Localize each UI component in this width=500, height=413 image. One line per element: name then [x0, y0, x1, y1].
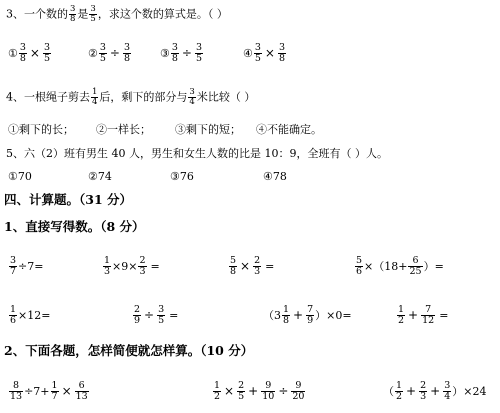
- q4-fraction-1: $\frac{1}{4}$: [92, 87, 98, 107]
- direct-r2-e4: $\frac{1}{2}$ + $\frac{7}{12}$ =: [398, 304, 449, 326]
- q3-option-4: ④ $\frac{3}{5}$ × $\frac{3}{8}$: [243, 42, 286, 64]
- direct-r2-e1: $\frac{1}{6}$ ×12=: [10, 304, 51, 326]
- question-3: [6, 5, 228, 23]
- q5-option-2: ②74: [88, 170, 112, 183]
- question-4: 4、一根绳子剪去 $\frac{1}{4}$ 后，剩下的部分与 $\frac{3}{4}$ 米比较（ ）: [6, 87, 256, 107]
- q3-prefix: 3、一个数的: [6, 7, 68, 21]
- q3-fraction-2: $\frac{3}{5}$: [90, 4, 96, 24]
- direct-r1-e3: $\frac{5}{8}$ × $\frac{2}{3}$ =: [230, 255, 275, 277]
- simplify-e2: $\frac{1}{2}$ × $\frac{2}{5}$ + $\frac{9}{10}$ ÷ $\frac{9}{20}$: [214, 380, 305, 402]
- q5-option-1: ①70: [8, 170, 32, 183]
- q5-option-3: ③76: [170, 170, 194, 183]
- q5-option-4: ④78: [263, 170, 287, 183]
- q4-fraction-2: $\frac{3}{4}$: [189, 87, 195, 107]
- q4-option-1: ①剩下的长；: [8, 123, 74, 136]
- simplify-e3: （ $\frac{1}{2}$ + $\frac{2}{3}$ + $\frac{3}{4}$ ）×24: [383, 380, 487, 402]
- q3-option-1: ① $\frac{3}{8}$ × $\frac{3}{5}$: [8, 42, 51, 64]
- q3-option-3: ③ $\frac{3}{8}$ ÷ $\frac{3}{5}$: [160, 42, 203, 64]
- q4-option-4: ④不能确定。: [256, 123, 322, 136]
- part-2-title: 2、下面各题，怎样简便就怎样算。（10 分）: [4, 343, 254, 358]
- direct-r2-e3: （3 $\frac{1}{8}$ + $\frac{7}{9}$ ）×0=: [263, 304, 352, 326]
- q4-option-2: ②一样长；: [96, 123, 151, 136]
- q3-fraction-1: $\frac{3}{8}$: [70, 4, 76, 24]
- direct-r1-e1: $\frac{3}{7}$ ÷7=: [10, 255, 44, 277]
- direct-r2-e2: $\frac{2}{9}$ ÷ $\frac{3}{5}$ =: [134, 304, 179, 326]
- direct-r1-e4: $\frac{5}{6}$ ×（18+ $\frac{6}{25}$ ）=: [356, 255, 444, 277]
- direct-r1-e2: $\frac{1}{3}$ ×9× $\frac{2}{3}$ =: [104, 255, 160, 277]
- part-1-title: 1、直接写得数。（8 分）: [4, 219, 145, 234]
- question-5: 5、六（2）班有男生 40 人，男生和女生人数的比是 10：9，全班有（ ）人。: [6, 147, 388, 160]
- q3-mid: 是: [77, 7, 89, 21]
- simplify-e1: $\frac{8}{13}$ ÷7+ $\frac{1}{7}$ × $\frac{6}{13}$: [10, 380, 88, 402]
- q3-option-2: ② $\frac{3}{5}$ ÷ $\frac{3}{8}$: [88, 42, 131, 64]
- section-title: 四、计算题。（31 分）: [4, 192, 132, 207]
- q3-suffix: ，求这个数的算式是。（ ）: [97, 7, 228, 21]
- q4-option-3: ③剩下的短；: [175, 123, 241, 136]
